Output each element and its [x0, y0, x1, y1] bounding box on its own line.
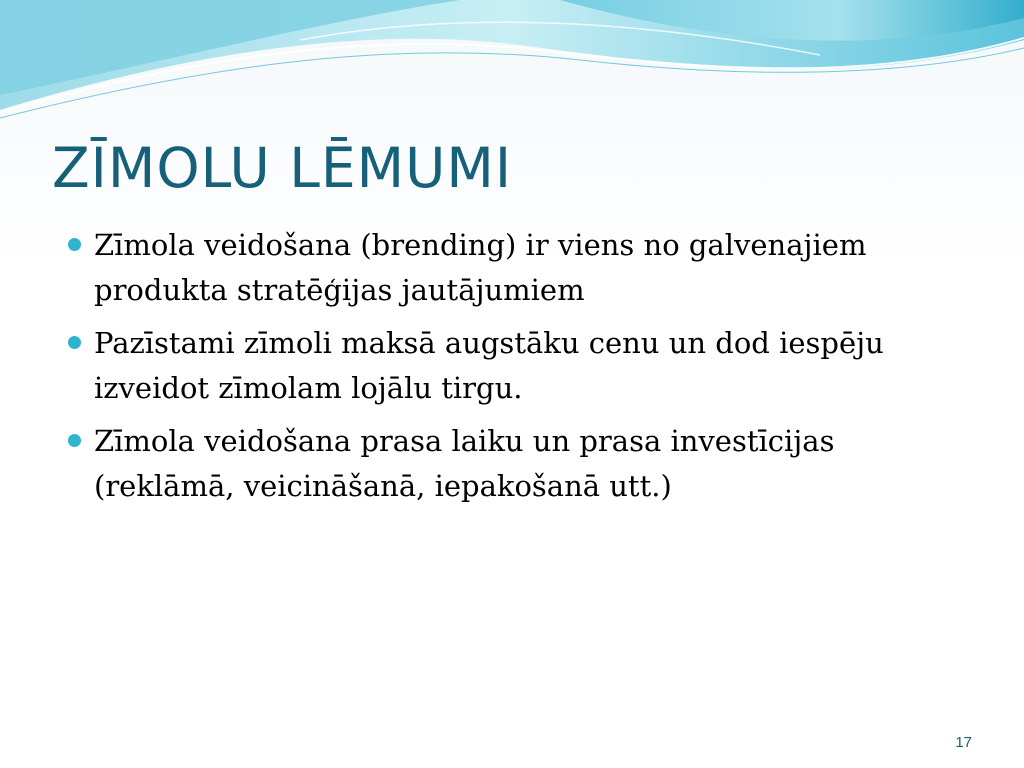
list-item — [64, 321, 964, 411]
bullet-icon — [68, 336, 81, 349]
bullet-list — [64, 223, 964, 517]
decorative-wave-header — [0, 0, 1024, 130]
bullet-text: Zīmola veidošana prasa laiku un prasa investīcijas (reklāmā, veicināšanā, iepakošanā utt.) — [94, 424, 835, 503]
bullet-text: Pazīstami zīmoli maksā augstāku cenu un dod iespēju izveidot zīmolam lojālu tirgu. — [94, 326, 884, 405]
bullet-text: Zīmola veidošana (brending) ir viens no galvenajiem produkta stratēģijas jautājumiem — [94, 228, 867, 307]
slide-title: ZĪMOLU LĒMUMI — [52, 136, 513, 200]
bullet-icon — [68, 238, 81, 251]
bullet-icon — [68, 434, 81, 447]
list-item — [64, 419, 964, 509]
list-item — [64, 223, 964, 313]
page-number: 17 — [955, 734, 972, 751]
